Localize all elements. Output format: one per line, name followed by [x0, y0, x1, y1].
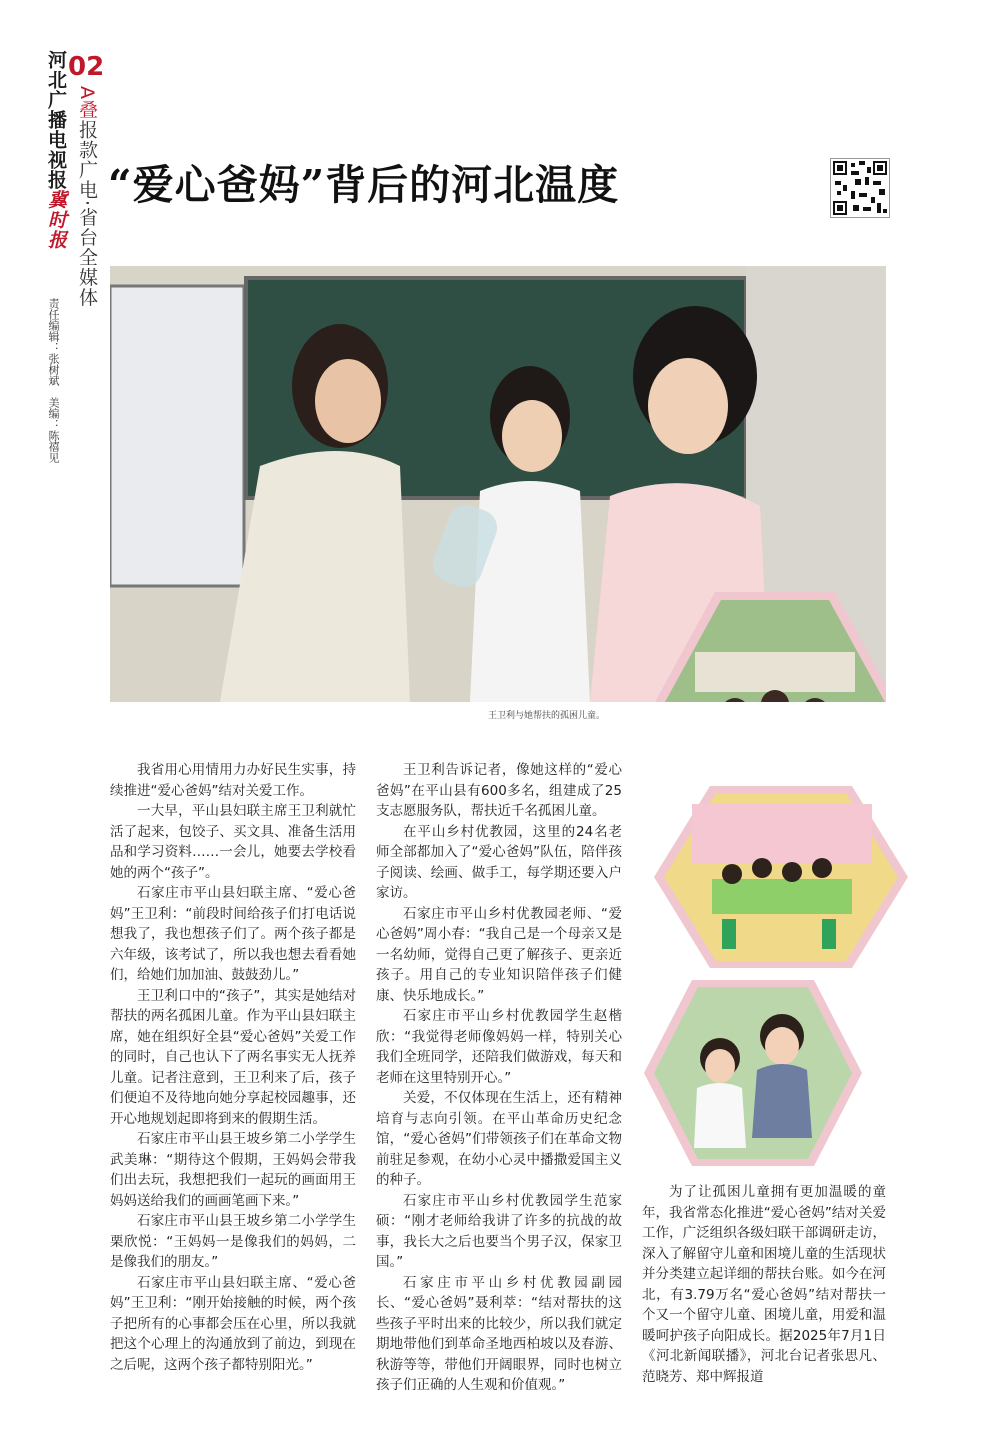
section-label: [72, 86, 98, 307]
qr-code-icon[interactable]: [830, 158, 890, 218]
paragraph: 石家庄市平山乡村优教园学生赵楷欣：“我觉得老师像妈妈一样，特别关心我们全班同学，还陪我们做游戏，每天和老师在这里特别开心。”: [376, 1008, 622, 1086]
paragraph: 在平山乡村优教园，这里的24名老师全部都加入了“爱心爸妈”队伍，陪伴孩子阅读、绘画、做手工，每学期还要入户家访。: [376, 823, 622, 901]
paragraph: 石家庄市平山县王坡乡第二小学学生武美琳：“期待这个假期，王妈妈会带我们出去玩，我想把我们一起玩的画面用王妈妈送给我们的画画笔画下来。”: [110, 1131, 356, 1209]
paragraph: 王卫利告诉记者，像她这样的“爱心爸妈”在平山县有600多名，组建成了25支志愿服务队，帮扶近千名孤困儿童。: [376, 762, 622, 819]
paragraph: 我省用心用情用力办好民生实事，持续推进“爱心爸妈”结对关爱工作。: [110, 762, 356, 799]
masthead: [28, 50, 66, 250]
article-column-1: [110, 760, 356, 1375]
article-column-2: [376, 760, 622, 1396]
classroom-photo: [652, 784, 910, 970]
paragraph: 石家庄市平山乡村优教园老师、“爱心爸妈”周小春：“我自己是一个母亲又是一名幼师，觉得自己更了解孩子、更亲近孩子。用自己的专业知识陪伴孩子们健康、快乐地成长。”: [376, 905, 622, 1004]
paragraph: 石家庄市平山县妇联主席、“爱心爸妈”王卫利：“刚开始接触的时候，两个孩子把所有的心事都会压在心里，所以我就把这个心理上的沟通放到了前边，到现在之后呢，这两个孩子都特别阳光。”: [110, 1274, 356, 1373]
editor-credits: 责任编辑：张树斌 美编：陈禧见: [47, 298, 60, 463]
section-name: 报款广电·省台全媒体: [76, 120, 98, 308]
section-prefix: A叠: [76, 86, 98, 120]
article-column-3: [642, 1182, 886, 1387]
closing-paragraph: 为了让孤困儿童拥有更加温暖的童年，我省常态化推进“爱心爸妈”结对关爱工作，广泛组织各级妇联干部调研走访，深入了解留守儿童和困境儿童的生活现状并分类建立起详细的帮扶台账。如今在河北，有3.79万名“爱心爸妈”结对帮扶一个又一个留守儿童、困境儿童，用爱和温暖呵护孩子向阳成长。据2025年7月1日《河北新闻联播》，河北台记者张思凡、范晓芳、郑中辉报道: [642, 1184, 886, 1385]
children-waving-photo: [642, 978, 864, 1168]
paragraph: 石家庄市平山乡村优教园学生范家硕：“刚才老师给我讲了许多的抗战的故事，我长大之后也要当个男子汉，保家卫国。”: [376, 1192, 622, 1270]
article-title: “爱心爸妈”背后的河北温度: [108, 161, 620, 209]
paragraph: 一大早，平山县妇联主席王卫利就忙活了起来，包饺子、买文具、准备生活用品和学习资料……一会儿，她要去学校看她的两个“孩子”。: [110, 803, 356, 881]
photo-caption: 王卫利与她帮扶的孤困儿童。: [488, 711, 606, 721]
page-number: 02: [68, 52, 105, 82]
paragraph: 石家庄市平山县王坡乡第二小学学生栗欣悦：“王妈妈一是像我们的妈妈，二是像我们的朋友。”: [110, 1213, 356, 1270]
paragraph: 石家庄市平山乡村优教园副园长、“爱心爸妈”聂利萃：“结对帮扶的这些孩子平时出来的比较少，所以我们就定期地带他们到革命圣地西柏坡以及春游、秋游等等，带他们开阔眼界，同时也树立孩子们正确的人生观和价值观。”: [376, 1274, 622, 1393]
main-photo: [110, 266, 886, 702]
paragraph: 王卫利口中的“孩子”，其实是她结对帮扶的两名孤困儿童。作为平山县妇联主席，她在组织好全县“爱心爸妈”关爱工作的同时，自己也认下了两名事实无人抚养儿童。记者注意到，王卫利来了后，孩子们便迫不及待地向她分享起校园趣事，还开心地规划起即将到来的假期生活。: [110, 987, 356, 1127]
paragraph: 关爱，不仅体现在生活上，还有精神培育与志向引领。在平山革命历史纪念馆，“爱心爸妈”们带领孩子们在革命文物前驻足参观，在幼小心灵中播撒爱国主义的种子。: [376, 1090, 622, 1188]
paragraph: 石家庄市平山县妇联主席、“爱心爸妈”王卫利：“前段时间给孩子们打电话说想我了，我也想孩子们了。两个孩子都是六年级，该考试了，所以我也想去看看她们，给她们加加油、鼓鼓劲儿。”: [110, 885, 356, 983]
brand-logo: 冀时报: [45, 190, 67, 250]
newspaper-name: 河北广播电视报: [45, 50, 67, 190]
